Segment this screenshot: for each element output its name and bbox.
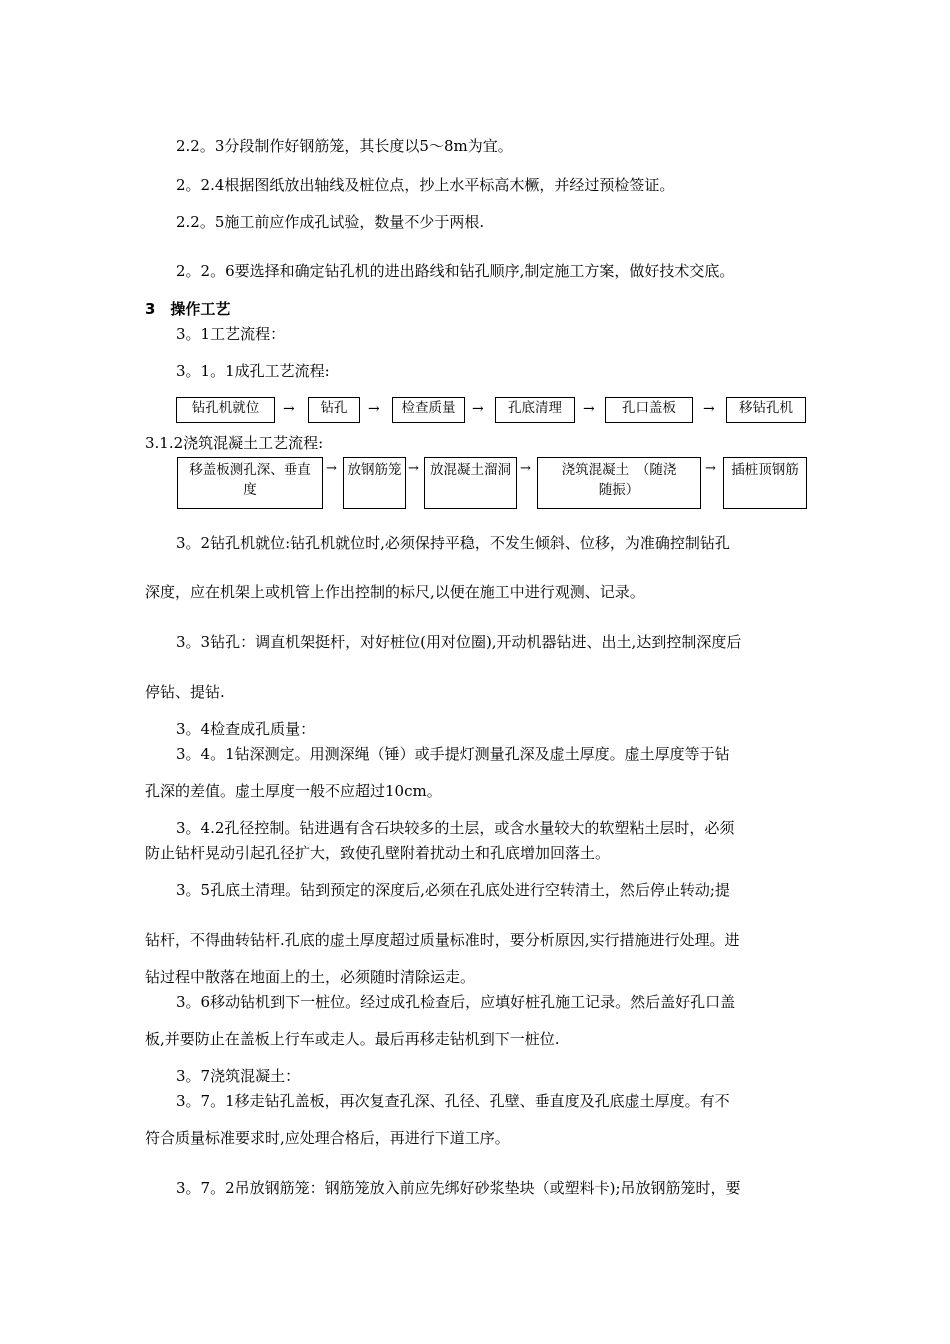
paragraph-3-7-2-line1: 3。7。2吊放钢筋笼：钢筋笼放入前应先绑好砂浆垫块（或塑料卡);吊放钢筋笼时，要: [176, 1179, 741, 1197]
paragraph-2-2-4: 2。2.4根据图纸放出轴线及桩位点，抄上水平标高木橛，并经过预检签证。: [176, 176, 675, 194]
paragraph-3-7-1-line1: 3。7。1移走钻孔盖板，再次复查孔深、孔径、孔壁、垂直度及孔底虚土厚度。有不: [176, 1092, 730, 1110]
flow1-arrow-3: →: [472, 401, 484, 417]
flow1-arrow-5: →: [703, 401, 715, 417]
paragraph-3-1-1: 3。1。1成孔工艺流程:: [176, 362, 330, 380]
section-heading-3: 3 操作工艺: [145, 300, 231, 318]
paragraph-3-3-line2: 停钻、提钻.: [145, 683, 225, 701]
paragraph-2-2-3: 2.2。3分段制作好钢筋笼，其长度以5～8m为宜。: [176, 137, 513, 155]
paragraph-3-3-line1: 3。3钻孔：调直机架挺杆，对好桩位(用对位圈),开动机器钻进、出土,达到控制深度后: [176, 633, 742, 651]
paragraph-3-5-line1: 3。5孔底土清理。钻到预定的深度后,必须在孔底处进行空转清土，然后停止转动;提: [176, 881, 730, 899]
flow1-arrow-1: →: [283, 401, 295, 417]
paragraph-3-5-line3: 钻过程中散落在地面上的土，必须随时清除运走。: [145, 968, 476, 986]
paragraph-3-4-1-line1: 3。4。1钻深测定。用测深绳（锤）或手提灯测量孔深及虚土厚度。虚土厚度等于钻: [176, 745, 730, 763]
paragraph-3-6-line1: 3。6移动钻机到下一桩位。经过成孔检查后，应填好桩孔施工记录。然后盖好孔口盖: [176, 993, 736, 1011]
flow1-step-1: 钻孔机就位: [176, 397, 275, 423]
flow1-step-6: 移钻孔机: [726, 397, 806, 423]
paragraph-2-2-5: 2.2。5施工前应作成孔试验，数量不少于两根.: [176, 213, 485, 231]
flow2-arrow-3: →: [520, 461, 531, 476]
flow2-step-1: 移盖板测孔深、垂直度: [177, 457, 323, 509]
flow1-step-5: 孔口盖板: [605, 397, 693, 423]
paragraph-2-2-6: 2。2。6要选择和确定钻孔机的进出路线和钻孔顺序,制定施工方案，做好技术交底。: [176, 262, 735, 280]
paragraph-3-4-2-line1: 3。4.2孔径控制。钻进遇有含石块较多的土层，或含水量较大的软塑粘土层时，必须: [176, 819, 735, 837]
flow2-step-3: 放混凝土溜洞: [424, 457, 517, 509]
paragraph-3-6-line2: 板,并要防止在盖板上行车或走人。最后再移走钻机到下一桩位.: [145, 1030, 560, 1048]
paragraph-3-4-1-line2: 孔深的差值。虚土厚度一般不应超过10cm。: [145, 782, 442, 800]
flow1-step-3: 检查质量: [392, 397, 465, 423]
flow2-step-5: 插桩顶钢筋: [723, 457, 807, 509]
paragraph-3-7-1-line2: 符合质量标准要求时,应处理合格后，再进行下道工序。: [145, 1129, 510, 1147]
paragraph-3-5-line2: 钻杆，不得曲转钻杆.孔底的虚土厚度超过质量标准时，要分析原因,实行措施进行处理。进: [145, 931, 740, 949]
paragraph-3-2-line2: 深度，应在机架上或机管上作出控制的标尺,以便在施工中进行观测、记录。: [145, 583, 645, 601]
flow2-arrow-1: →: [326, 461, 337, 476]
paragraph-3-1-2: 3.1.2浇筑混凝土工艺流程:: [145, 434, 324, 452]
flow2-arrow-2: →: [408, 461, 419, 476]
flow1-arrow-4: →: [583, 401, 595, 417]
paragraph-3-4: 3。4检查成孔质量：: [176, 720, 316, 738]
flow2-arrow-4: →: [705, 461, 716, 476]
paragraph-3-7: 3。7浇筑混凝土：: [176, 1067, 301, 1085]
flow1-step-4: 孔底清理: [495, 397, 575, 423]
flow1-arrow-2: →: [368, 401, 380, 417]
paragraph-3-2-line1: 3。2钻孔机就位:钻孔机就位时,必须保持平稳，不发生倾斜、位移，为准确控制钻孔: [176, 534, 730, 552]
flow2-step-4: 浇筑混凝土 （随浇随振）: [537, 457, 701, 509]
paragraph-3-1: 3。1工艺流程：: [176, 325, 286, 343]
flow2-step-2: 放钢筋笼: [343, 457, 406, 509]
flow1-step-2: 钻孔: [308, 397, 360, 423]
paragraph-3-4-2-line2: 防止钻杆晃动引起孔径扩大，致使孔壁附着扰动土和孔底增加回落土。: [145, 844, 611, 862]
